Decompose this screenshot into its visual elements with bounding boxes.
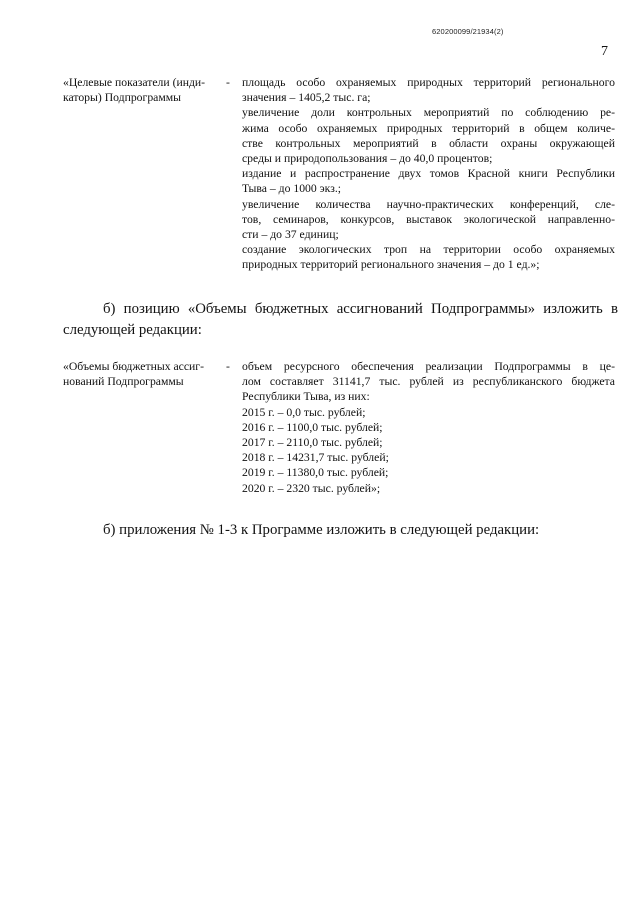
document-id: 620200099/21934(2) — [432, 27, 504, 36]
paragraph-budget-position: б) позицию «Объемы бюджетных ассигнований Подпрограммы» изложить в следующей редакции: — [63, 301, 618, 338]
budget-year-line: 2018 г. – 14231,7 тыс. рублей; — [242, 451, 389, 465]
budget-year-line: 2016 г. – 1100,0 тыс. рублей; — [242, 420, 383, 434]
budget-line: объем ресурсного обеспечения реализации Подпрограммы в це- — [242, 360, 615, 373]
indicator-line: Тыва – до 1000 экз.; — [242, 182, 341, 196]
budget-year-line: 2020 г. – 2320 тыс. рублей»; — [242, 481, 381, 495]
budget-year-line: 2019 г. – 11380,0 тыс. рублей; — [242, 466, 389, 480]
indicator-line: стве контрольных мероприятий в области охраны окружающей — [242, 136, 615, 150]
indicator-line: среды и природопользования – до 40,0 процентов; — [242, 152, 493, 166]
indicator-line: тов, семинаров, конкурсов, выставок экологической направленно- — [242, 212, 615, 226]
indicator-line: значения – 1405,2 тыс. га; — [242, 91, 371, 105]
target-indicators-row — [63, 75, 618, 273]
indicator-line: жима особо охраняемых природных территорий в общем количе- — [242, 121, 615, 135]
target-indicators-label: «Целевые показатели (инди- каторы) Подпрограммы — [63, 76, 206, 105]
target-indicators-content — [242, 75, 615, 273]
row-dash: - — [226, 360, 230, 373]
paragraph-appendices: б) приложения № 1-3 к Программе изложить в следующей редакции: — [103, 522, 540, 538]
budget-line: Республики Тыва, из них: — [242, 390, 370, 404]
indicator-line: сти – до 37 единиц; — [242, 228, 339, 242]
budget-row — [63, 359, 618, 496]
indicator-line: площадь особо охраняемых природных территорий регионального — [242, 76, 615, 89]
indicator-line: увеличение количества научно-практических конференций, сле- — [242, 197, 615, 211]
budget-line: лом составляет 31141,7 тыс. рублей из республиканского бюджета — [242, 375, 615, 389]
budget-content — [242, 359, 615, 496]
indicator-line: создание экологических троп на территории особо охраняемых — [242, 243, 615, 257]
budget-year-line: 2017 г. – 2110,0 тыс. рублей; — [242, 436, 383, 450]
row-dash: - — [226, 76, 230, 89]
indicator-line: издание и распространение двух томов Красной книги Республики — [242, 167, 615, 181]
budget-year-line: 2015 г. – 0,0 тыс. рублей; — [242, 405, 366, 419]
indicator-line: увеличение доли контрольных мероприятий по соблюдению ре- — [242, 106, 615, 120]
budget-label: «Объемы бюджетных ассиг- нований Подпрограммы — [63, 360, 204, 389]
page-number: 7 — [601, 44, 608, 59]
indicator-line: природных территорий регионального значения – до 1 ед.»; — [242, 258, 540, 272]
